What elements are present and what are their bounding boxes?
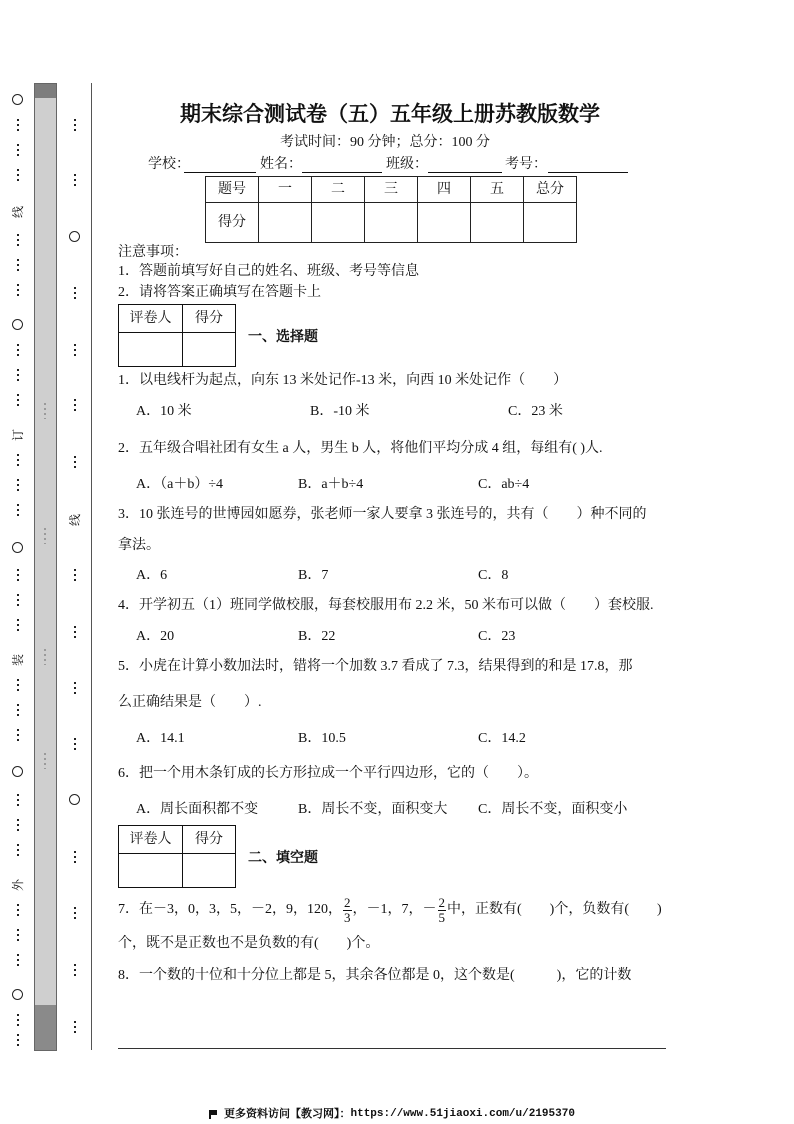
dots-icon [74,626,76,638]
question-1-option-c: C．23 米 [508,404,563,419]
fraction-two-fifths [438,894,447,925]
school-blank [184,172,256,173]
exam-subtitle: 考试时间：90 分钟；总分：100 分 [280,135,490,150]
footer [209,1107,575,1121]
question-7-part: 7．在－3，0，3，5，－2，9，120， [118,902,342,917]
dots-icon [17,569,19,581]
score-table-header-cell: 四 [418,177,471,203]
school-label: 学校： [148,157,190,172]
gutter-faint-mark [44,528,46,544]
gutter-bar-top-cap [35,84,56,98]
gutter-label-outer: 外 [11,879,25,892]
class-blank [428,172,502,173]
question-2-option-c: C．ab÷4 [478,477,530,492]
fraction-numerator: 2 [438,894,445,910]
score-cell [418,203,471,243]
notes-item: 2．请将答案正确填写在答题卡上 [118,285,321,300]
question-3-option-a: A．6 [136,568,168,583]
question-1-text: 1．以电线杆为起点，向东 13 米处记作-13 米，向西 10 米处记作（ ） [118,373,568,388]
score-table-header-cell: 一 [259,177,312,203]
dots-icon [17,904,19,916]
score-cell [183,854,236,888]
score-cell [365,203,418,243]
question-1-option-b: B．-10 米 [310,404,370,419]
circle-icon [12,542,23,553]
score-label: 得分 [183,305,236,333]
score-cell [471,203,524,243]
grader-box-body-row [119,854,236,888]
grader-box-body-row [119,333,236,367]
dots-icon [17,394,19,406]
question-4-option-c: C．23 [478,629,516,644]
dots-icon [74,907,76,919]
dots-icon [17,344,19,356]
exam-number-label: 考号： [505,157,547,172]
dots-icon [17,619,19,631]
circle-icon [69,231,80,242]
page-title: 期末综合测试卷（五）五年级上册苏教版数学 [180,103,600,126]
dots-icon [17,144,19,156]
gutter-label-staple: 订 [11,429,25,442]
question-5-option-b: B．10.5 [298,731,346,746]
gutter-gray-bar [34,83,57,1051]
grader-box-header-row [119,305,236,333]
grader-label: 评卷人 [119,826,183,854]
dots-icon [17,454,19,466]
gutter-rule [91,83,92,1050]
score-table-header-cell: 三 [365,177,418,203]
question-4-option-b: B．22 [298,629,336,644]
question-5-text: 5．小虎在计算小数加法时，错将一个加数 3.7 看成了 7.3，结果得到的和是 17.8，那 [118,659,633,674]
dots-icon [17,284,19,296]
score-cell [312,203,365,243]
dots-icon [17,169,19,181]
dots-icon [74,569,76,581]
dots-icon [17,794,19,806]
grader-box-header-row [119,826,236,854]
question-6-option-b: B．周长不变，面积变大 [298,802,448,817]
grader-box [118,825,236,888]
question-6-option-c: C．周长不变，面积变小 [478,802,628,817]
question-3-option-b: B．7 [298,568,329,583]
score-table [205,176,577,243]
gutter-inner-label-line: 线 [68,514,82,527]
dots-icon [17,929,19,941]
question-8-text: 8．一个数的十位和十分位上都是 5，其余各位都是 0，这个数是( )，它的计数 [118,968,632,983]
question-2-text: 2．五年级合唱社团有女生 a 人，男生 b 人，将他们平均分成 4 组，每组有( )人. [118,441,603,456]
dots-icon [17,369,19,381]
footer-url: https://www.51jiaoxi.com/u/2195370 [350,1108,575,1120]
question-7-part: 中，正数有( )个，负数有( ) [447,902,662,917]
dots-icon [17,704,19,716]
dots-icon [74,174,76,186]
fraction-numerator: 2 [344,894,351,910]
dots-icon [17,479,19,491]
question-6-option-a: A．周长面积都不变 [136,802,259,817]
dots-icon [17,504,19,516]
question-1-option-a: A．10 米 [136,404,192,419]
gutter-faint-mark [44,649,46,665]
dots-icon [17,234,19,246]
dots-icon [17,844,19,856]
question-5-option-c: C．14.2 [478,731,526,746]
dots-icon [74,682,76,694]
class-label: 班级： [386,157,428,172]
dots-icon [74,738,76,750]
question-4-option-a: A．20 [136,629,175,644]
gutter-label-line: 线 [11,206,25,219]
circle-icon [12,766,23,777]
dots-icon [74,344,76,356]
score-table-header-cell: 题号 [206,177,259,203]
score-cell [259,203,312,243]
grader-label: 评卷人 [119,305,183,333]
dots-icon [17,1034,19,1046]
score-table-header-row [206,177,577,203]
score-row-label: 得分 [206,203,259,243]
dots-icon [74,964,76,976]
flag-icon [209,1110,219,1119]
question-3-option-c: C．8 [478,568,509,583]
dots-icon [74,456,76,468]
question-6-text: 6．把一个用木条钉成的长方形拉成一个平行四边形，它的（ ）。 [118,766,538,781]
dots-icon [17,259,19,271]
gutter-bar-bottom-cap [35,1005,56,1050]
dots-icon [17,729,19,741]
page-bottom-rule [118,1048,666,1049]
dots-icon [74,399,76,411]
dots-icon [17,1014,19,1026]
dots-icon [74,851,76,863]
dots-icon [17,954,19,966]
dots-icon [74,119,76,131]
circle-icon [12,319,23,330]
score-table-header-cell: 二 [312,177,365,203]
score-label: 得分 [183,826,236,854]
question-3-text: 3．10 张连号的世博园如愿券，张老师一家人要拿 3 张连号的，共有（ ）种不同的 [118,507,647,522]
question-7-part: ，－1，7，－ [352,902,437,917]
question-2-option-a: A．（a＋b）÷4 [136,477,224,492]
score-table-score-row [206,203,577,243]
fraction-two-thirds [343,894,352,925]
question-5-text-cont: 么正确结果是（ ）. [118,695,262,710]
gutter-label-bind: 装 [11,654,25,667]
dots-icon [17,119,19,131]
score-table-header-cell: 总分 [524,177,577,203]
dots-icon [74,1021,76,1033]
grader-cell [119,333,183,367]
score-cell [524,203,577,243]
grader-box [118,304,236,367]
question-4-text: 4．开学初五（1）班同学做校服，每套校服用布 2.2 米，50 米布可以做（ ）套校服. [118,598,654,613]
circle-icon [12,989,23,1000]
circle-icon [12,94,23,105]
section-title-choice: 一、选择题 [248,328,318,344]
notes-title: 注意事项： [118,245,188,260]
question-5-option-a: A．14.1 [136,731,185,746]
fraction-denominator: 5 [438,909,445,925]
question-3-text-cont: 拿法。 [118,538,160,553]
dots-icon [17,679,19,691]
name-blank [302,172,382,173]
exam-number-blank [548,172,628,173]
question-2-option-b: B．a＋b÷4 [298,477,364,492]
name-label: 姓名： [260,157,302,172]
section-title-fill-blank: 二、填空题 [248,849,318,865]
gutter-faint-mark [44,403,46,419]
grader-cell [119,854,183,888]
dots-icon [17,819,19,831]
question-7-text [118,896,662,924]
dots-icon [17,594,19,606]
notes-item: 1．答题前填写好自己的姓名、班级、考号等信息 [118,264,419,279]
score-table-header-cell: 五 [471,177,524,203]
fraction-denominator: 3 [344,909,351,925]
footer-text: 更多资料访问【教习网】： [224,1108,351,1120]
score-cell [183,333,236,367]
dots-icon [74,287,76,299]
gutter-faint-mark [44,753,46,769]
question-7-text-cont: 个，既不是正数也不是负数的有( )个。 [118,936,380,951]
circle-icon [69,794,80,805]
